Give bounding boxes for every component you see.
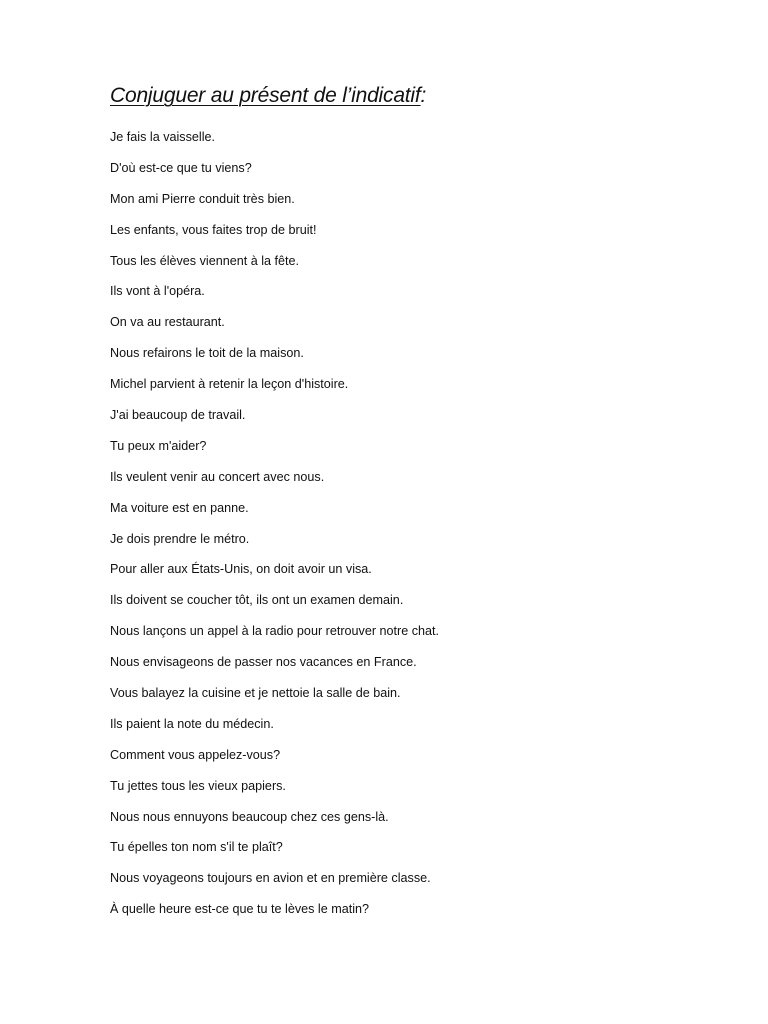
sentence-line: Pour aller aux États-Unis, on doit avoir un visa.	[110, 562, 372, 577]
page-title	[110, 84, 426, 108]
sentence-line: Tu jettes tous les vieux papiers.	[110, 778, 286, 793]
page-title-text: Conjuguer au présent de l’indicatif	[110, 84, 421, 107]
sentence-line: Nous refairons le toit de la maison.	[110, 346, 304, 361]
sentence-line: Tous les élèves viennent à la fête.	[110, 253, 300, 268]
sentence-line: Mon ami Pierre conduit très bien.	[110, 191, 295, 206]
sentence-line: Nous voyageons toujours en avion et en première classe.	[110, 871, 431, 886]
sentence-line: J'ai beaucoup de travail.	[110, 408, 246, 423]
sentence-line: Ils vont à l'opéra.	[110, 284, 205, 299]
sentence-line: Vous balayez la cuisine et je nettoie la salle de bain.	[110, 686, 401, 701]
sentence-line: On va au restaurant.	[110, 315, 225, 330]
sentence-line: Je fais la vaisselle.	[110, 130, 215, 144]
sentence-line: Je dois prendre le métro.	[110, 531, 250, 546]
sentence-line: Nous lançons un appel à la radio pour retrouver notre chat.	[110, 624, 440, 639]
sentence-line: Nous nous ennuyons beaucoup chez ces gens-là.	[110, 809, 389, 824]
sentence-line: Tu peux m'aider?	[110, 438, 207, 453]
sentence-line: Ils veulent venir au concert avec nous.	[110, 469, 325, 484]
sentence-line: Comment vous appelez-vous?	[110, 747, 281, 762]
sentence-line: Michel parvient à retenir la leçon d'histoire.	[110, 377, 349, 392]
sentence-line: Ils paient la note du médecin.	[110, 716, 274, 731]
sentence-line: Les enfants, vous faites trop de bruit!	[110, 222, 317, 237]
sentence-line: À quelle heure est-ce que tu te lèves le matin?	[110, 902, 370, 917]
sentence-line: Tu épelles ton nom s'il te plaît?	[110, 840, 283, 855]
sentence-line: Ils doivent se coucher tôt, ils ont un examen demain.	[110, 593, 404, 608]
sentence-line: Nous envisageons de passer nos vacances en France.	[110, 655, 417, 670]
sentence-line: Ma voiture est en panne.	[110, 500, 249, 515]
sentence-line: D'où est-ce que tu viens?	[110, 160, 252, 175]
page-title-colon: :	[420, 84, 427, 107]
sentence-list	[110, 126, 439, 929]
